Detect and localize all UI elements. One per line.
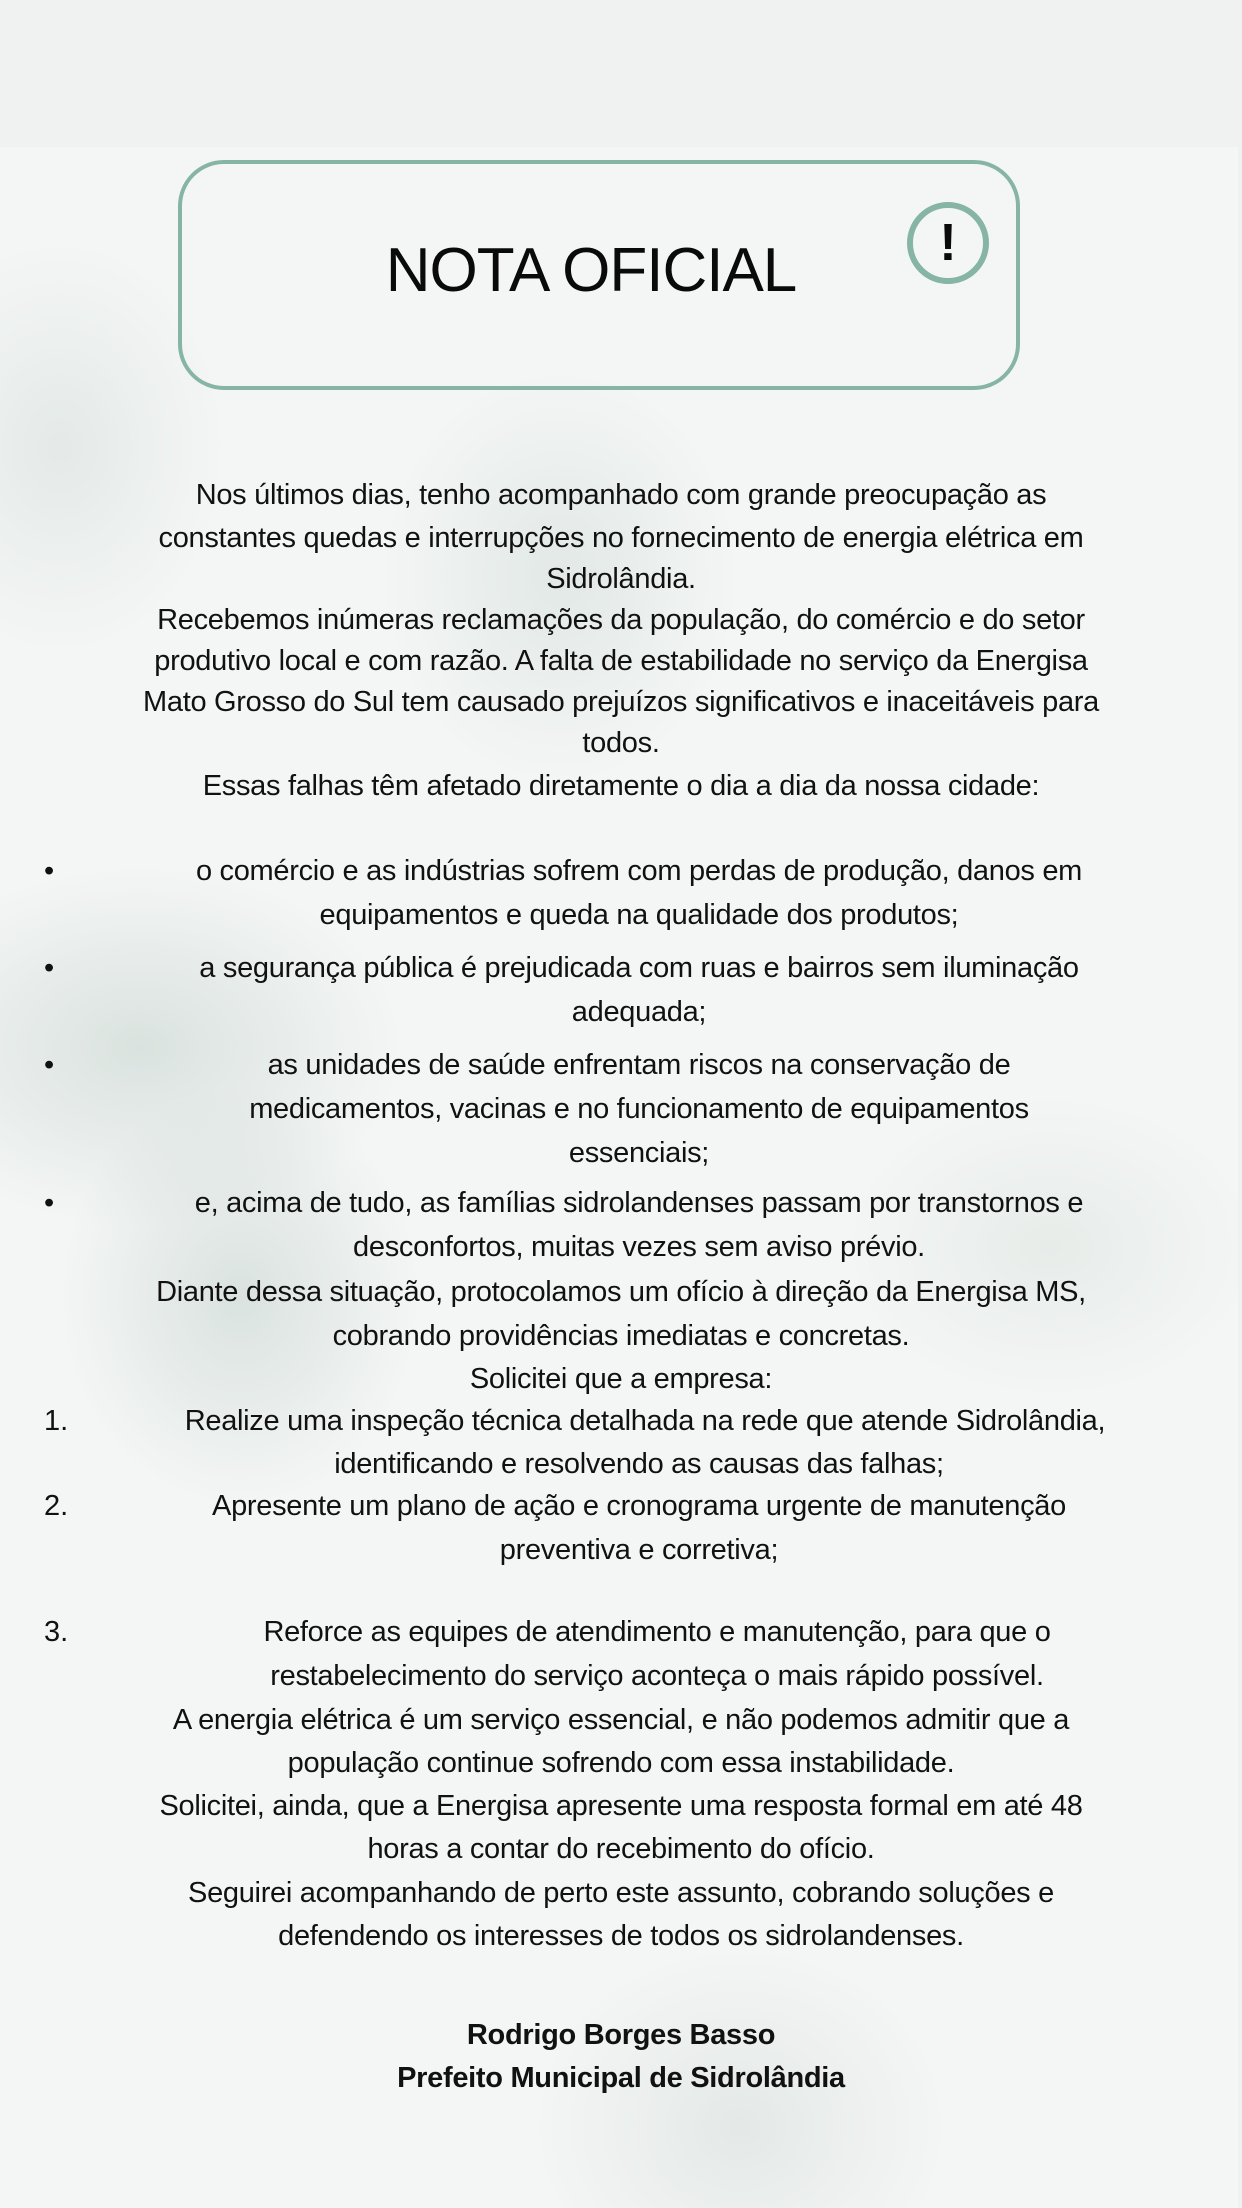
deadline-line: Solicitei, ainda, que a Energisa apresente uma resposta formal em até 48	[159, 1790, 1083, 1822]
request-item-line: Apresente um plano de ação e cronograma urgente de manutenção	[212, 1490, 1066, 1522]
bullet-icon: •	[44, 1187, 55, 1219]
intro-line: constantes quedas e interrupções no fornecimento de energia elétrica em	[158, 522, 1084, 554]
bullet-item-line: essenciais;	[568, 1137, 710, 1169]
bullet-icon: •	[44, 1049, 55, 1081]
action-line: cobrando providências imediatas e concretas.	[332, 1320, 910, 1352]
bullet-item-line: o comércio e as indústrias sofrem com perdas de produção, danos em	[195, 855, 1083, 887]
closing-line: defendendo os interesses de todos os sidrolandenses.	[278, 1920, 964, 1952]
page-title	[0, 233, 1242, 309]
page-title-text: NOTA OFICIAL	[385, 236, 797, 305]
request-item-line: identificando e resolvendo as causas das falhas;	[334, 1448, 944, 1480]
action-line: Diante dessa situação, protocolamos um ofício à direção da Energisa MS,	[156, 1276, 1086, 1308]
bullet-item-line: a segurança pública é prejudicada com ruas e bairros sem iluminação	[199, 952, 1079, 984]
request-item-line: Reforce as equipes de atendimento e manutenção, para que o	[263, 1616, 1051, 1648]
bullet-icon: •	[44, 855, 55, 887]
effects-lead: Essas falhas têm afetado diretamente o dia a dia da nossa cidade:	[202, 770, 1040, 802]
bullet-item-line: desconfortos, muitas vezes sem aviso prévio.	[353, 1231, 925, 1263]
top-bar	[0, 0, 1242, 147]
request-item-line: Realize uma inspeção técnica detalhada na rede que atende Sidrolândia,	[184, 1405, 1106, 1437]
exclamation-icon: !	[907, 202, 989, 284]
list-number: 1.	[44, 1405, 69, 1437]
bullet-item-line: equipamentos e queda na qualidade dos produtos;	[319, 899, 959, 931]
bullet-item-line: adequada;	[571, 996, 707, 1028]
signature-name: Rodrigo Borges Basso	[466, 2019, 776, 2051]
intro-line: Sidrolândia.	[546, 563, 696, 595]
essential-line: A energia elétrica é um serviço essencial, e não podemos admitir que a	[172, 1704, 1070, 1736]
bullet-item-line: as unidades de saúde enfrentam riscos na conservação de	[267, 1049, 1011, 1081]
complaints-line: Recebemos inúmeras reclamações da população, do comércio e do setor	[157, 604, 1085, 636]
complaints-line: todos.	[582, 727, 660, 759]
signature-role: Prefeito Municipal de Sidrolândia	[397, 2062, 845, 2094]
list-number: 2.	[44, 1490, 69, 1522]
request-lead: Solicitei que a empresa:	[469, 1363, 773, 1395]
deadline-line: horas a contar do recebimento do ofício.	[367, 1833, 875, 1865]
intro-line: Nos últimos dias, tenho acompanhado com grande preocupação as	[195, 479, 1047, 511]
essential-line: população continue sofrendo com essa instabilidade.	[287, 1747, 955, 1779]
closing-line: Seguirei acompanhando de perto este assunto, cobrando soluções e	[188, 1877, 1054, 1909]
bullet-icon: •	[44, 952, 55, 984]
request-item-line: preventiva e corretiva;	[499, 1534, 779, 1566]
bullet-item-line: e, acima de tudo, as famílias sidrolandenses passam por transtornos e	[194, 1187, 1084, 1219]
complaints-line: Mato Grosso do Sul tem causado prejuízos significativos e inaceitáveis para	[143, 686, 1099, 718]
list-number: 3.	[44, 1616, 69, 1648]
request-item-line: restabelecimento do serviço aconteça o mais rápido possível.	[270, 1660, 1044, 1692]
bullet-item-line: medicamentos, vacinas e no funcionamento de equipamentos	[249, 1093, 1029, 1125]
complaints-line: produtivo local e com razão. A falta de estabilidade no serviço da Energisa	[154, 645, 1088, 677]
